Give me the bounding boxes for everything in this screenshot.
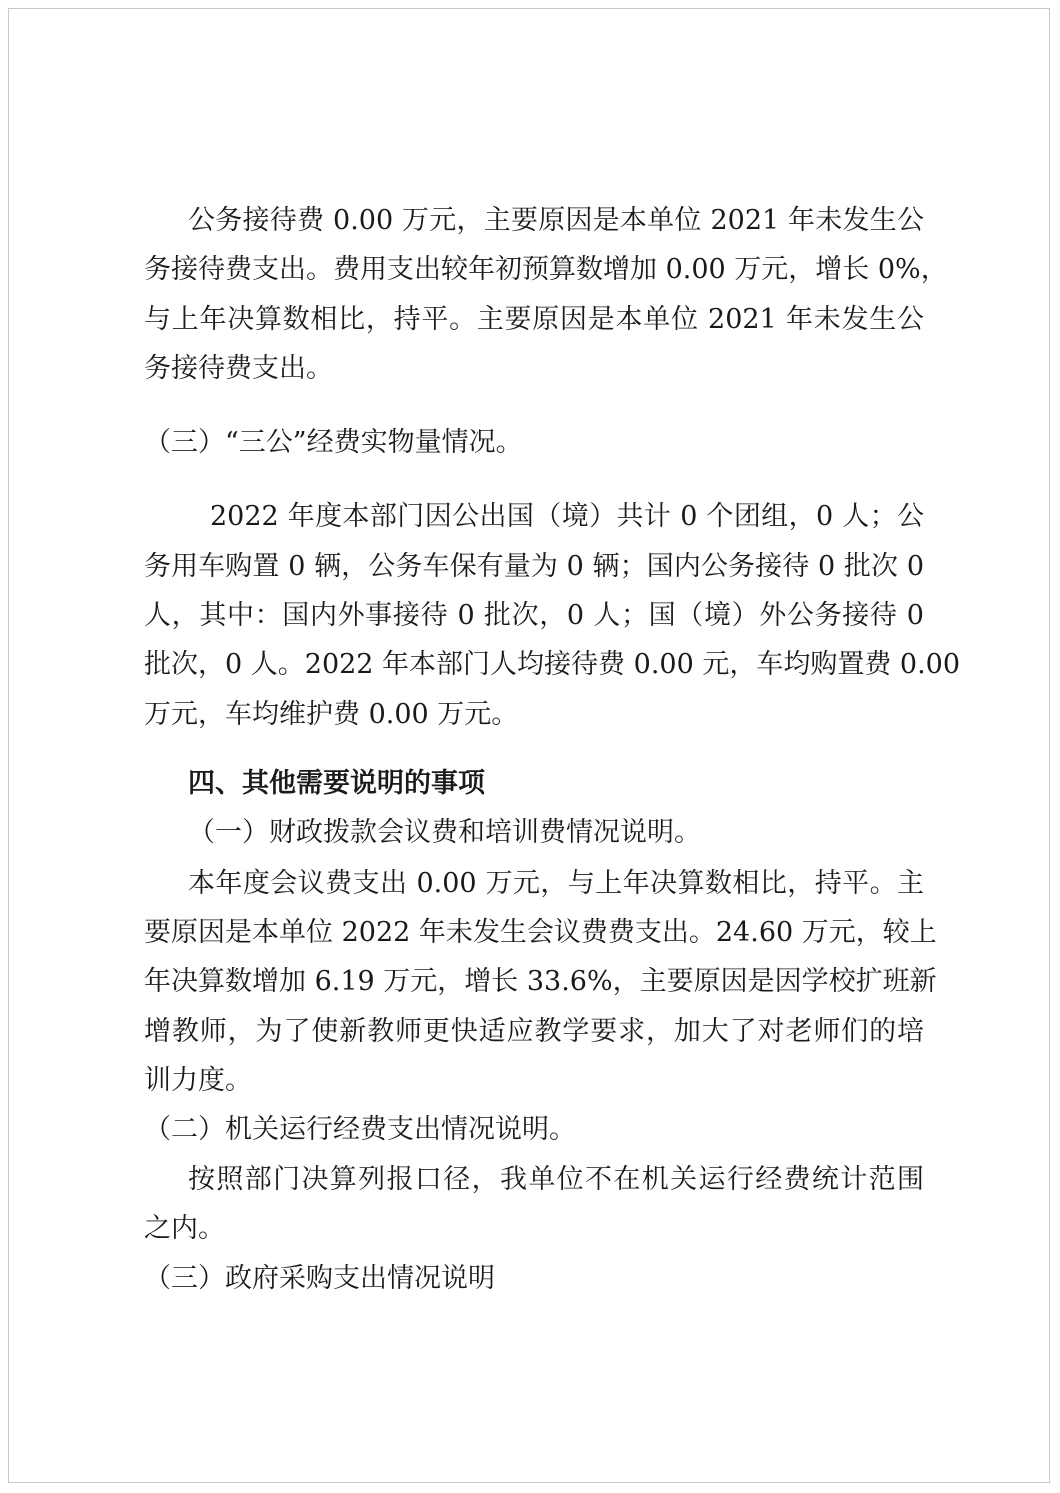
section-heading-sanGong-quantity: （三）“三公”经费实物量情况。 xyxy=(144,427,523,458)
subsection-heading-government-procurement: （三）政府采购支出情况说明 xyxy=(144,1263,495,1294)
paragraph-line: 本年度会议费支出 0.00 万元，与上年决算数相比，持平。主 xyxy=(188,868,924,899)
paragraph-line: 训力度。 xyxy=(144,1065,252,1096)
paragraph-line: 年决算数增加 6.19 万元，增长 33.6%，主要原因是因学校扩班新 xyxy=(144,966,937,997)
paragraph-line: 万元，车均维护费 0.00 万元。 xyxy=(144,699,519,730)
paragraph-line: 与上年决算数相比，持平。主要原因是本单位 2021 年未发生公 xyxy=(144,304,924,335)
paragraph-line: 务接待费支出。 xyxy=(144,353,333,384)
subsection-heading-agency-operation: （二）机关运行经费支出情况说明。 xyxy=(144,1114,576,1145)
paragraph-line: 增教师，为了使新教师更快适应教学要求，加大了对老师们的培 xyxy=(144,1016,924,1047)
paragraph-line: 人，其中：国内外事接待 0 批次，0 人；国（境）外公务接待 0 xyxy=(144,600,924,631)
paragraph-line: 2022 年度本部门因公出国（境）共计 0 个团组，0 人；公 xyxy=(210,501,924,532)
paragraph-line: 之内。 xyxy=(144,1213,225,1244)
subsection-heading-meeting-training: （一）财政拨款会议费和培训费情况说明。 xyxy=(188,817,701,848)
section-heading-other-matters: 四、其他需要说明的事项 xyxy=(188,768,485,799)
paragraph-line: 按照部门决算列报口径，我单位不在机关运行经费统计范围 xyxy=(188,1164,924,1195)
paragraph-line: 公务接待费 0.00 万元，主要原因是本单位 2021 年未发生公 xyxy=(188,205,924,236)
paragraph-line: 务用车购置 0 辆，公务车保有量为 0 辆；国内公务接待 0 批次 0 xyxy=(144,551,924,582)
paragraph-line: 批次，0 人。2022 年本部门人均接待费 0.00 元，车均购置费 0.00 xyxy=(144,649,961,680)
paragraph-line: 要原因是本单位 2022 年未发生会议费费支出。24.60 万元，较上 xyxy=(144,917,937,948)
paragraph-line: 务接待费支出。费用支出较年初预算数增加 0.00 万元，增长 0%， xyxy=(144,254,948,285)
